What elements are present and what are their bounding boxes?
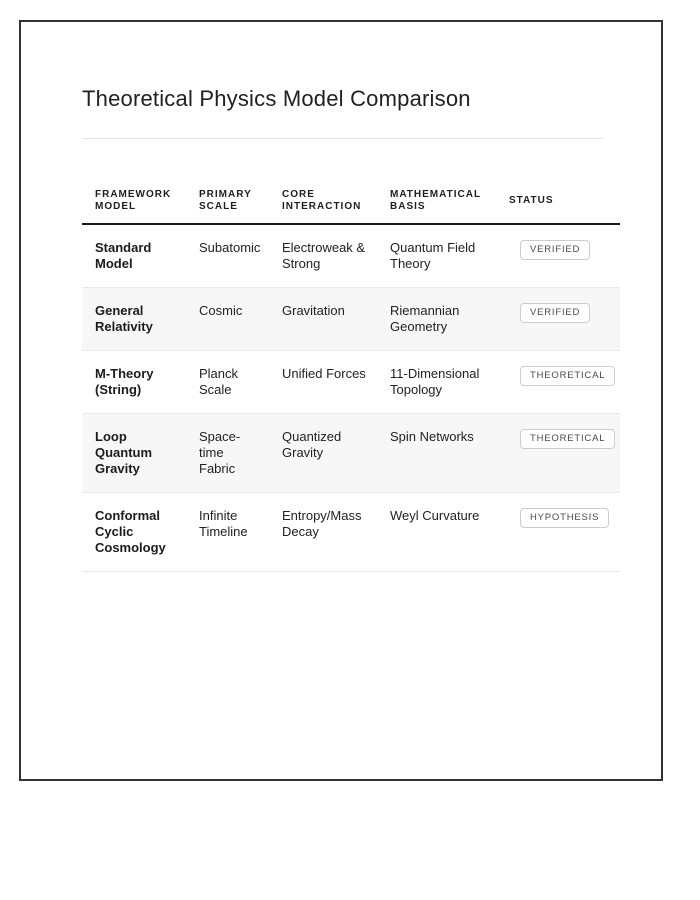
cell-core-interaction: Unified Forces [269,351,377,414]
cell-framework-model: General Relativity [82,288,186,351]
cell-status [496,493,620,572]
status-badge: HYPOTHESIS [520,508,609,528]
cell-status [496,351,620,414]
cell-mathematical-basis: Riemannian Geometry [377,288,496,351]
page-content [21,22,661,572]
status-badge: THEORETICAL [520,429,615,449]
status-badge: VERIFIED [520,303,590,323]
status-badge: THEORETICAL [520,366,615,386]
cell-status [496,224,620,288]
cell-mathematical-basis: Weyl Curvature [377,493,496,572]
table-row [82,414,620,493]
cell-framework-model: Conformal Cyclic Cosmology [82,493,186,572]
status-badge: VERIFIED [520,240,590,260]
cell-framework-model: Standard Model [82,224,186,288]
column-header-mathematical-basis: MATHEMATICAL BASIS [377,183,496,224]
cell-core-interaction: Entropy/Mass Decay [269,493,377,572]
cell-core-interaction: Gravitation [269,288,377,351]
cell-core-interaction: Quantized Gravity [269,414,377,493]
cell-status [496,414,620,493]
header-row [82,183,620,224]
cell-primary-scale: Planck Scale [186,351,269,414]
column-header-framework-model: FRAMEWORK MODEL [82,183,186,224]
table-row [82,493,620,572]
page-title: Theoretical Physics Model Comparison [82,86,471,111]
table-row [82,288,620,351]
column-header-core-interaction: CORE INTERACTION [269,183,377,224]
cell-status [496,288,620,351]
title-divider [82,138,603,139]
cell-primary-scale: Subatomic [186,224,269,288]
cell-core-interaction: Electroweak & Strong [269,224,377,288]
document-page [19,20,663,781]
cell-mathematical-basis: Quantum Field Theory [377,224,496,288]
cell-mathematical-basis: 11-Dimensional Topology [377,351,496,414]
cell-primary-scale: Cosmic [186,288,269,351]
cell-framework-model: Loop Quantum Gravity [82,414,186,493]
cell-mathematical-basis: Spin Networks [377,414,496,493]
column-header-primary-scale: PRIMARY SCALE [186,183,269,224]
column-header-status: STATUS [496,183,620,224]
cell-framework-model: M-Theory (String) [82,351,186,414]
cell-primary-scale: Infinite Timeline [186,493,269,572]
table-row [82,351,620,414]
comparison-table [82,183,620,572]
table-row [82,224,620,288]
cell-primary-scale: Space-time Fabric [186,414,269,493]
